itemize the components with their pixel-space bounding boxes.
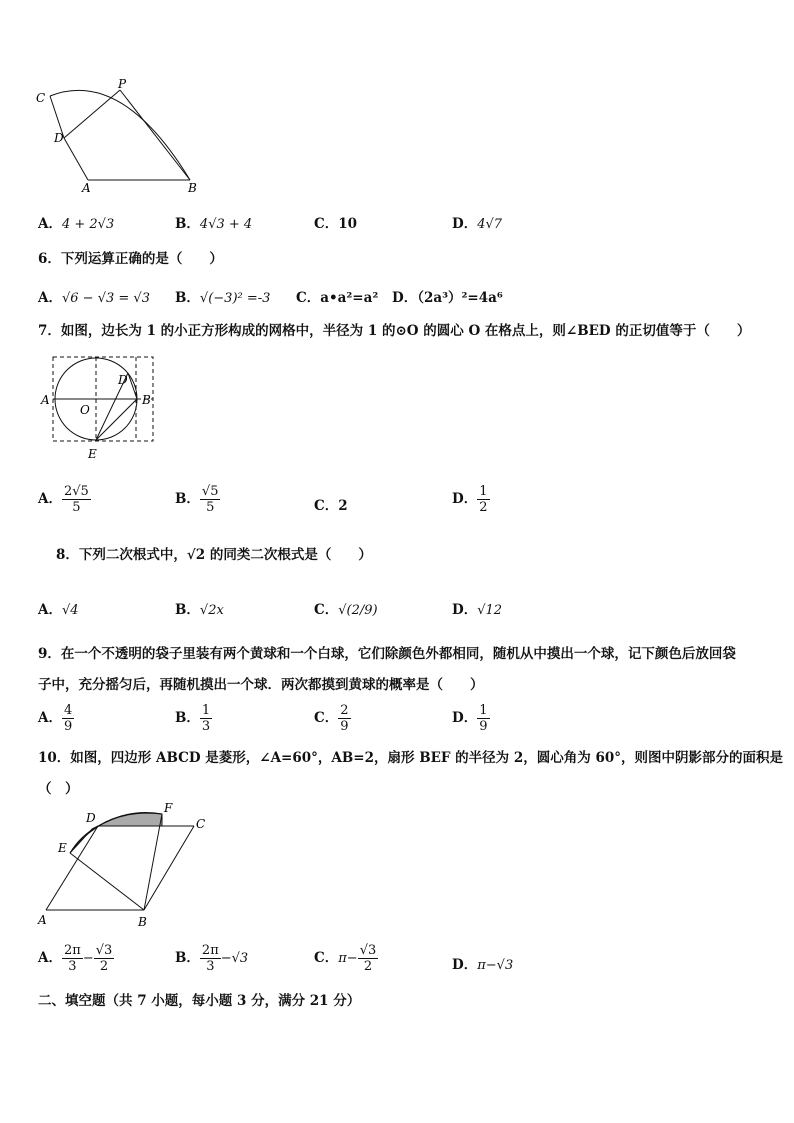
segment-da bbox=[64, 138, 88, 180]
label-b: B bbox=[188, 181, 197, 195]
q9-option-a[interactable]: A． $\frac{4}{9}$ bbox=[38, 703, 73, 734]
figure-q5 bbox=[30, 78, 210, 198]
figure-q7 bbox=[38, 352, 158, 464]
segment-pb bbox=[120, 90, 190, 180]
q10-stem-line2: （ ） bbox=[38, 781, 79, 797]
label-b: B bbox=[142, 393, 151, 407]
label-b: B bbox=[138, 915, 147, 929]
segment-eb bbox=[96, 399, 137, 440]
q6-stem: 6．下列运算正确的是（ ） bbox=[38, 251, 223, 267]
segment-be bbox=[70, 853, 144, 910]
q9-option-c[interactable]: C． $\frac{2}{9}$ bbox=[314, 703, 349, 734]
figure-q10 bbox=[34, 802, 224, 930]
q9-stem-line1: 9．在一个不透明的袋子里装有两个黄球和一个白球，它们除颜色外都相同，随机从中摸出一个球，记下颜色后放回袋 bbox=[38, 646, 736, 662]
label-p: P bbox=[118, 78, 127, 91]
q5-option-b[interactable]: B．4√3 + 4 bbox=[175, 216, 253, 232]
q8-option-a[interactable]: A．√4 bbox=[38, 602, 79, 618]
q7-option-d[interactable]: D． $\frac{1}{2}$ bbox=[452, 484, 488, 515]
q8-option-c[interactable]: C．√(2/9) bbox=[314, 602, 378, 618]
segment-dp bbox=[64, 90, 120, 138]
arc-cb bbox=[50, 90, 190, 180]
q8-stem: 8．下列二次根式中，√2 的同类二次根式是（ ） bbox=[56, 547, 372, 563]
label-a: A bbox=[82, 181, 91, 195]
label-e: E bbox=[88, 447, 97, 461]
q10-option-d[interactable]: D．π−√3 bbox=[452, 957, 514, 973]
q10-option-b[interactable]: B． $\frac{2\pi}{3}$ −√3 bbox=[175, 943, 249, 974]
q10-option-c[interactable]: C．π− $\frac{√3}{2}$ bbox=[314, 943, 377, 974]
section-2-title: 二、填空题（共 7 小题，每小题 3 分，满分 21 分） bbox=[38, 993, 361, 1009]
q10-option-a[interactable]: A． $\frac{2\pi}{3}$ − $\frac{√3}{2}$ bbox=[38, 943, 113, 974]
label-c: C bbox=[196, 817, 206, 831]
label-f: F bbox=[164, 802, 173, 815]
q8-option-b[interactable]: B．√2x bbox=[175, 602, 224, 618]
q9-option-d[interactable]: D． $\frac{1}{9}$ bbox=[452, 703, 488, 734]
q7-option-c[interactable]: C．2 bbox=[314, 498, 348, 514]
q8-option-d[interactable]: D．√12 bbox=[452, 602, 503, 618]
q6-option-c[interactable]: C．a•a²=a² bbox=[296, 290, 379, 306]
label-d: D bbox=[86, 811, 96, 825]
q7-option-b[interactable]: B． $\frac{√5}{5}$ bbox=[175, 484, 219, 515]
label-d: D bbox=[54, 131, 64, 145]
q7-option-a[interactable]: A． $\frac{2√5}{5}$ bbox=[38, 484, 89, 515]
q5-option-a[interactable]: A．4 + 2√3 bbox=[38, 216, 115, 232]
q10-stem-line1: 10．如图，四边形 ABCD 是菱形，∠A=60°，AB=2，扇形 BEF 的半径为 2，圆心角为 60°，则图中阴影部分的面积是 bbox=[38, 750, 784, 766]
label-c: C bbox=[36, 91, 46, 105]
label-o: O bbox=[80, 403, 90, 417]
label-d: D bbox=[118, 373, 128, 387]
q6-option-b[interactable]: B．√(−3)² =-3 bbox=[175, 290, 271, 306]
q9-stem-line2: 子中，充分摇匀后，再随机摸出一个球．两次都摸到黄球的概率是（ ） bbox=[38, 677, 484, 693]
q6-option-a[interactable]: A．√6 − √3 = √3 bbox=[38, 290, 150, 306]
q5-option-c[interactable]: C．10 bbox=[314, 216, 358, 232]
label-a: A bbox=[41, 393, 50, 407]
q7-stem: 7．如图，边长为 1 的小正方形构成的网格中，半径为 1 的⊙O 的圆心 O 在格点上，则∠BED 的正切值等于（ ） bbox=[38, 323, 751, 339]
label-a: A bbox=[38, 913, 47, 927]
label-e: E bbox=[58, 841, 67, 855]
q5-option-d[interactable]: D．4√7 bbox=[452, 216, 503, 232]
q9-option-b[interactable]: B． $\frac{1}{3}$ bbox=[175, 703, 211, 734]
q6-option-d[interactable]: D．（2a³）²=4a⁶ bbox=[392, 290, 503, 306]
